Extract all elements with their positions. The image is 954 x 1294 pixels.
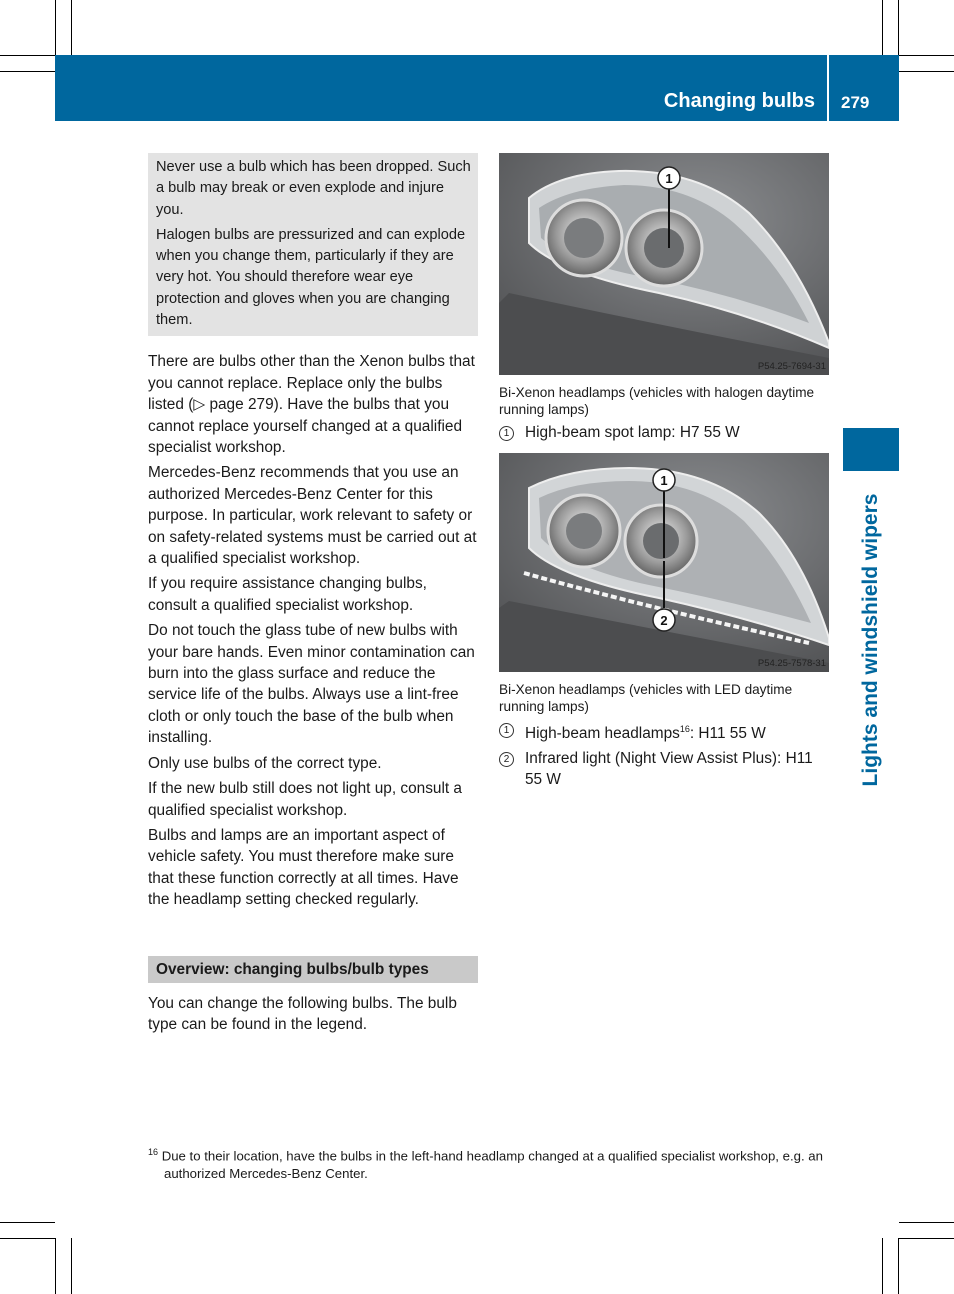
footnote-number: 16 xyxy=(148,1147,159,1157)
header-divider xyxy=(827,55,829,121)
crop-mark xyxy=(0,1238,55,1239)
legend-item xyxy=(499,748,829,790)
body-paragraph: Do not touch the glass tube of new bulbs with your bare hands. Even minor contamination can burn into the glass surface and reduce the service life of the bulbs. Always use a lint-free cloth or only touch the base of the bulb when installing. xyxy=(148,622,475,747)
crop-mark xyxy=(882,1238,883,1294)
body-paragraph: Only use bulbs of the correct type. xyxy=(148,754,382,772)
crop-mark xyxy=(898,0,899,55)
crop-mark xyxy=(55,1238,56,1294)
legend-number: 1 xyxy=(499,422,525,443)
body-paragraph: If the new bulb still does not light up, consult a qualified specialist workshop. xyxy=(148,780,462,819)
headlamp-photo-halogen xyxy=(499,153,829,375)
callout-1: 1 xyxy=(660,473,668,488)
legend-text: High-beam spot lamp: H7 55 W xyxy=(525,424,740,441)
page-number: 279 xyxy=(841,93,870,112)
crop-mark xyxy=(0,1222,55,1223)
crop-mark xyxy=(71,0,72,55)
legend-item xyxy=(499,422,829,443)
legend-text: High-beam headlamps$^{16}$: H11 55 W xyxy=(525,724,766,743)
section-tab-marker xyxy=(843,428,899,471)
page-header xyxy=(55,55,899,121)
section-text: You can change the following bulbs. The bulb type can be found in the legend. xyxy=(148,994,457,1033)
callout-1: 1 xyxy=(665,171,673,186)
chapter-side-title: Lights and windshield wipers xyxy=(859,493,882,787)
crop-mark xyxy=(898,1238,899,1294)
left-column xyxy=(148,153,478,1035)
warning-paragraph: Halogen bulbs are pressurized and can explode when you change them, particularly if they are very hot. You should therefore wear eye protection and gloves when you are changing them. xyxy=(156,226,466,329)
legend-item xyxy=(499,719,829,744)
footnote xyxy=(148,1143,854,1183)
crop-mark xyxy=(71,1238,72,1294)
warning-box xyxy=(148,153,478,336)
callout-2: 2 xyxy=(660,613,668,628)
crop-mark xyxy=(899,1238,954,1239)
legend-text: Infrared light (Night View Assist Plus): H11 55 W xyxy=(525,750,813,789)
body-paragraph: Mercedes-Benz recommends that you use an authorized Mercedes-Benz Center for this purpose. In particular, work relevant to safety or on safety-related systems must be carried out at a qualified specialist workshop. xyxy=(148,464,477,568)
crop-mark xyxy=(0,71,55,72)
headlamp-illustration xyxy=(499,153,829,375)
page-title: Changing bulbs xyxy=(663,90,815,112)
body-paragraph: Bulbs and lamps are an important aspect of vehicle safety. You must therefore make sure that these function correctly at all times. Have the headlamp setting checked regularly. xyxy=(148,826,459,909)
body-paragraph: If you require assistance changing bulbs, consult a qualified specialist workshop. xyxy=(148,575,427,614)
headlamp-photo-led xyxy=(499,453,829,672)
warning-paragraph: Never use a bulb which has been dropped. Such a bulb may break or even explode and injure you. xyxy=(156,159,471,218)
crop-mark xyxy=(55,0,56,55)
figure-caption: Bi-Xenon headlamps (vehicles with halogen daytime running lamps) xyxy=(499,385,815,417)
footnote-text: Due to their location, have the bulbs in the left-hand headlamp changed at a qualified specialist workshop, e.g. an authorized Mercedes-Benz Center. xyxy=(161,1148,823,1182)
body-text xyxy=(148,351,478,910)
body-paragraph: There are bulbs other than the Xenon bulbs that you cannot replace. Replace only the bulbs listed (▷ page 279). Have the bulbs that you cannot replace yourself changed at a qualified specialist workshop. xyxy=(148,353,475,456)
section-heading: Overview: changing bulbs/bulb types xyxy=(148,956,478,983)
crop-mark xyxy=(899,55,954,56)
image-code: P54.25-7694-31 xyxy=(757,361,826,372)
crop-mark xyxy=(0,55,55,56)
headlamp-illustration xyxy=(499,453,829,672)
image-code: P54.25-7578-31 xyxy=(757,658,826,669)
right-column xyxy=(499,153,829,790)
figure-caption: Bi-Xenon headlamps (vehicles with LED daytime running lamps) xyxy=(499,682,793,714)
crop-mark xyxy=(899,1222,954,1223)
crop-mark xyxy=(899,71,954,72)
legend-number: 2 xyxy=(499,748,525,790)
legend-number: 1 xyxy=(499,719,525,744)
crop-mark xyxy=(882,0,883,55)
